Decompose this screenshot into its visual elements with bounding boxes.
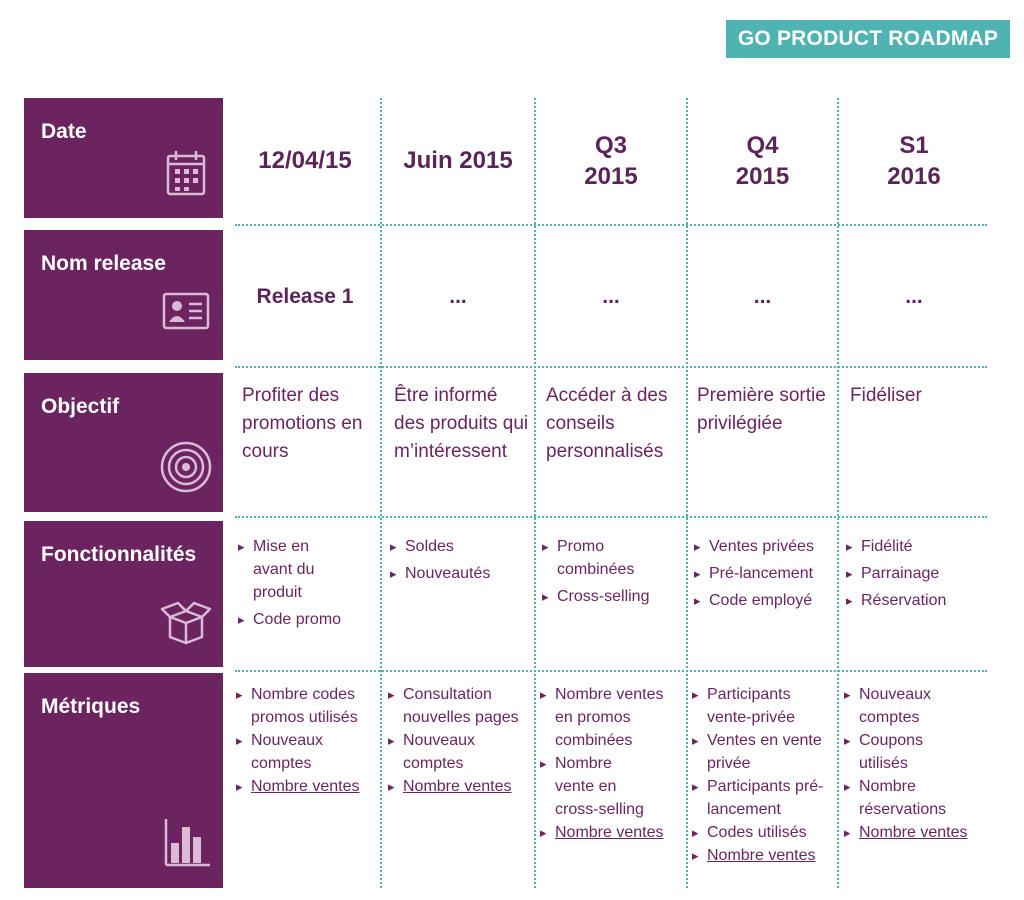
- metric-item: ▸ Nombre ventes en promos combinées: [540, 683, 684, 752]
- features-list: [238, 535, 378, 635]
- row-label-release-name: [24, 230, 223, 360]
- date-cell: Q4 2015: [735, 131, 790, 190]
- roadmap-title-badge: GO PRODUCT ROADMAP: [726, 20, 1010, 58]
- metric-item: [692, 844, 836, 867]
- feature-item: ▸ Mise en avant du produit: [238, 535, 378, 604]
- feature-item: ▸ Soldes: [390, 535, 532, 558]
- release-name-cell: ...: [753, 285, 772, 308]
- feature-item: ▸ Parrainage: [846, 562, 988, 585]
- feature-item: ▸ Réservation: [846, 589, 988, 612]
- release-name-cell: ...: [449, 285, 467, 308]
- objective-cell: Être informé des produits qui m’intéressent: [394, 385, 529, 462]
- metric-item: [388, 775, 532, 798]
- metric-link: Nombre ventes: [555, 824, 664, 841]
- row-separator: [235, 670, 987, 672]
- metric-item: ▸ Coupons utilisés: [844, 729, 988, 775]
- metric-item: ▸ Nombre codes promos utilisés: [236, 683, 378, 729]
- metric-item: [236, 775, 378, 798]
- row-label-date: [24, 98, 223, 218]
- metric-item: ▸ Nouveaux comptes: [236, 729, 378, 775]
- release-name-cell: Release 1: [256, 285, 354, 308]
- feature-item: ▸ Nouveautés: [390, 562, 532, 585]
- features-list: [542, 535, 684, 612]
- release-name-cell: ...: [602, 285, 620, 308]
- features-list: [846, 535, 988, 616]
- metric-item: ▸ Ventes en vente privée: [692, 729, 836, 775]
- metric-link: Nombre ventes: [403, 778, 512, 795]
- metric-item: ▸ Nombre réservations: [844, 775, 988, 821]
- date-cell: Juin 2015: [403, 147, 513, 174]
- row-label-date-text: Date: [41, 120, 87, 143]
- metric-link: Nombre ventes: [707, 847, 816, 864]
- objective-cell: Fidéliser: [850, 385, 922, 406]
- row-label-metrics: [24, 673, 223, 888]
- row-label-features: [24, 521, 223, 667]
- metric-item: [844, 821, 988, 844]
- target-icon: [158, 439, 214, 495]
- calendar-icon: [158, 146, 214, 202]
- open-box-icon: [158, 591, 214, 647]
- feature-item: ▸ Promo combinées: [542, 535, 684, 581]
- feature-item: ▸ Code promo: [238, 608, 378, 631]
- row-label-objective: [24, 373, 223, 512]
- metric-item: ▸ Nouveaux comptes: [388, 729, 532, 775]
- metric-item: ▸ Consultation nouvelles pages: [388, 683, 532, 729]
- features-list: [390, 535, 532, 589]
- row-label-metrics-text: Métriques: [41, 695, 141, 718]
- row-separator: [235, 366, 987, 368]
- metrics-list: [844, 683, 988, 844]
- feature-item: ▸ Fidélité: [846, 535, 988, 558]
- feature-item: ▸ Code employé: [694, 589, 836, 612]
- metric-item: ▸ Nombre vente en cross-selling: [540, 752, 684, 821]
- row-label-release-name-text: Nom release: [41, 252, 166, 275]
- metrics-list: [692, 683, 836, 867]
- features-list: [694, 535, 836, 616]
- feature-item: ▸ Cross-selling: [542, 585, 684, 608]
- row-label-features-text: Fonctionnalités: [41, 543, 197, 566]
- objective-cell: Profiter des promotions en cours: [242, 385, 363, 462]
- metric-item: ▸ Codes utilisés: [692, 821, 836, 844]
- metric-item: ▸ Participants vente-privée: [692, 683, 836, 729]
- metric-link: Nombre ventes: [859, 824, 968, 841]
- metrics-list: [540, 683, 684, 844]
- date-cell: S1 2016: [887, 131, 941, 190]
- metric-item: ▸ Nouveaux comptes: [844, 683, 988, 729]
- objective-cell: Accéder à des conseils personnalisés: [546, 385, 668, 462]
- metrics-list: [388, 683, 532, 798]
- metric-link: Nombre ventes: [251, 778, 360, 795]
- row-separator: [235, 224, 987, 226]
- date-cell: Q3 2015: [584, 131, 638, 190]
- metric-item: [540, 821, 684, 844]
- row-label-objective-text: Objectif: [41, 395, 120, 418]
- feature-item: ▸ Pré-lancement: [694, 562, 836, 585]
- metrics-list: [236, 683, 378, 798]
- bar-chart-icon: [158, 813, 214, 869]
- row-separator: [235, 516, 987, 518]
- metric-item: ▸ Participants pré-lancement: [692, 775, 836, 821]
- release-name-cell: ...: [905, 285, 923, 308]
- date-cell: 12/04/15: [258, 147, 352, 174]
- objective-cell: Première sortie privilégiée: [697, 385, 826, 434]
- feature-item: ▸ Ventes privées: [694, 535, 836, 558]
- id-card-icon: [158, 284, 214, 340]
